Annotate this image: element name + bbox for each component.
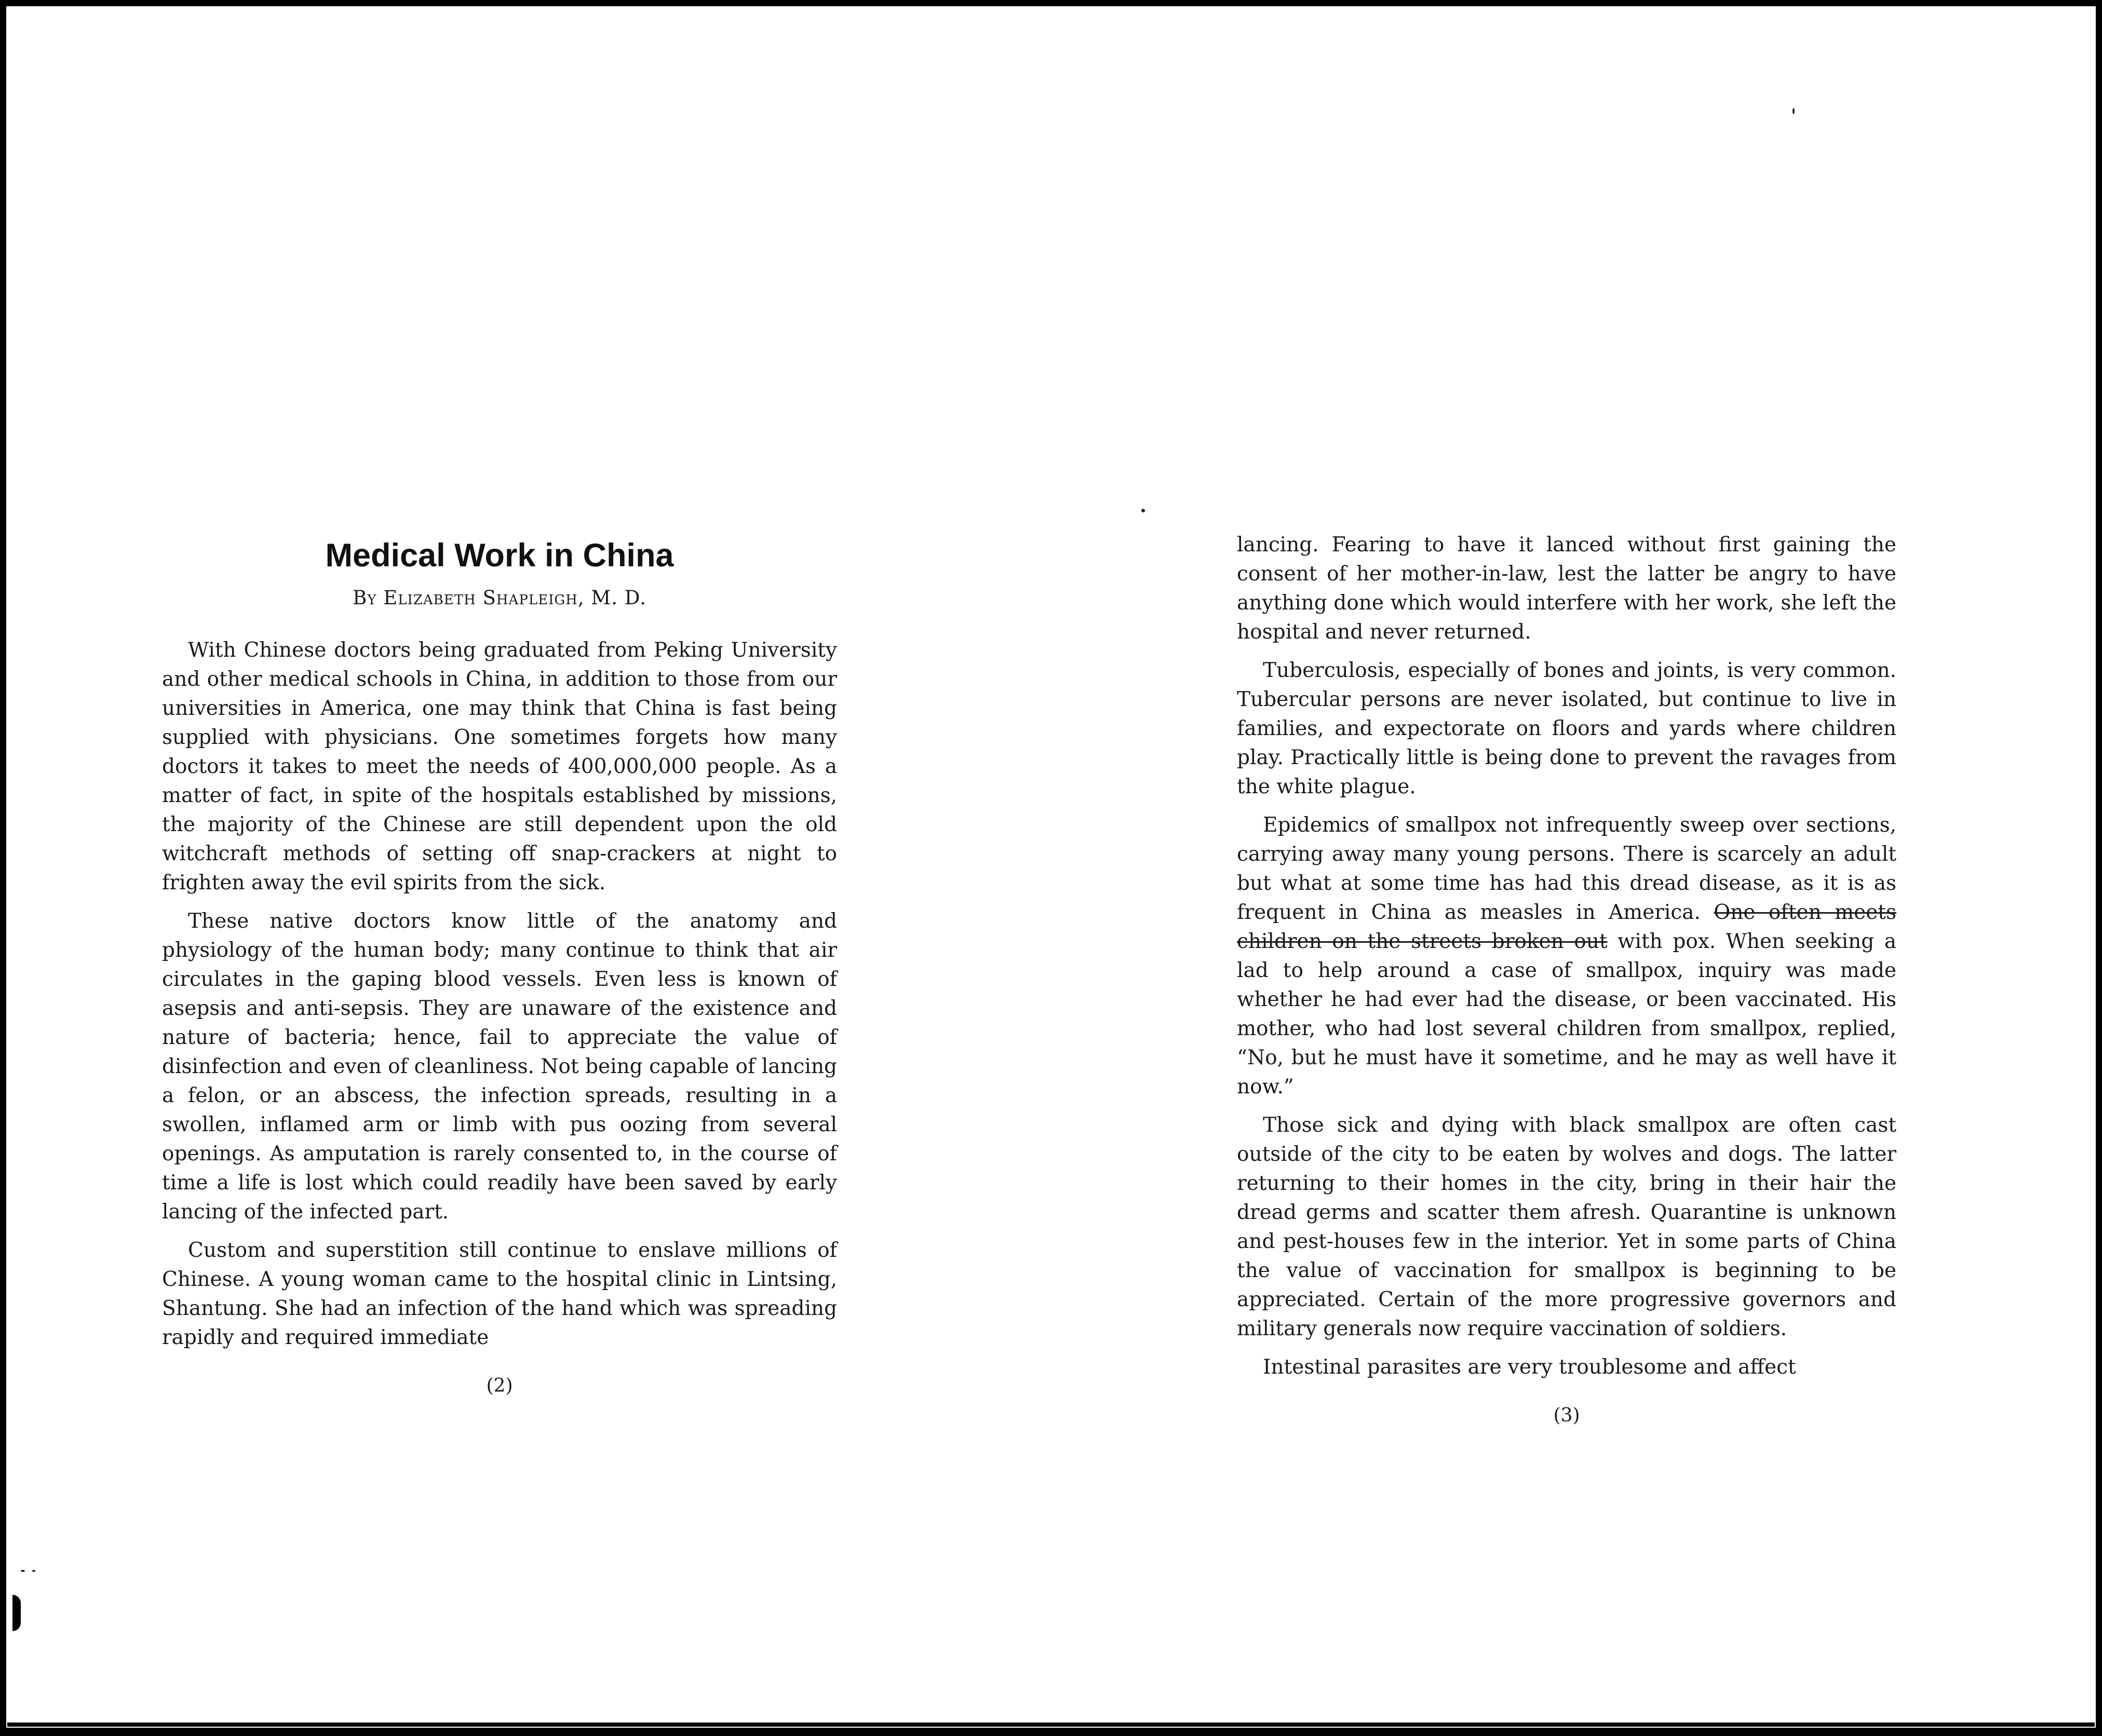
scan-edge-mark — [12, 1595, 21, 1631]
left-page — [162, 525, 837, 1396]
smallpox-paragraph — [1237, 811, 1896, 1102]
scanned-spread — [6, 6, 2096, 1728]
paragraph: lancing. Fearing to have it lanced without first gaining the consent of her mother-in-law, lest the latter be angry to have anything done which would interfere with her work, she left the hospital and never returned. — [1237, 533, 1896, 644]
paragraph: Tuberculosis, especially of bones and joints, is very common. Tubercular persons are never isolated, but continue to live in families, and expectorate on floors and yards where children play. Practically little is being done to prevent the ravages from the white plague. — [1237, 659, 1896, 798]
article-title: Medical Work in China — [325, 537, 674, 574]
page-number: (2) — [486, 1375, 513, 1396]
paragraph: These native doctors know little of the anatomy and physiology of the human body; many continue to think that air circulates in the gaping blood vessels. Even less is known of asepsis and anti-sepsis. They are unaware of the existence and nature of bacteria; hence, fail to appreciate the value of disinfection and even of cleanliness. Not being capable of lancing a felon, or an abscess, the infection spreads, resulting in a swollen, inflamed arm or limb with pus oozing from several openings. As amputation is rarely consented to, in the course of time a life is lost which could readily have been saved by early lancing of the infected part. — [162, 910, 837, 1224]
paragraph: With Chinese doctors being graduated from Peking University and other medical schools in China, in addition to those from our universities in America, one may think that China is fast being supplied with physicians. One sometimes forgets how many doctors it takes to meet the needs of 400,000,000 people. As a matter of fact, in spite of the hospitals established by missions, the majority of the Chinese are still dependent upon the old witchcraft methods of setting off snap-crackers at night to frighten away the evil spirits from the sick. — [162, 639, 837, 894]
struck-through-text: One often meets children on the streets broken out — [1237, 901, 1896, 953]
scan-speck — [1793, 108, 1795, 114]
paragraph-text: Epidemics of smallpox not infrequently sweep over sections, carrying away many young persons. There is scarcely an adult but what at some time has had this dread disease, as it is as frequent in China as measles in America. — [1237, 813, 1896, 924]
scan-speck — [32, 1570, 35, 1572]
paragraph: Custom and superstition still continue to enslave millions of Chinese. A young woman came to the hospital clinic in Lintsing, Shantung. She had an infection of the hand which was spreading rapidly and required immediate — [162, 1239, 837, 1349]
scan-speck — [21, 1570, 25, 1572]
author-byline: By Elizabeth Shapleigh, M. D. — [353, 587, 646, 609]
page-number: (3) — [1553, 1405, 1580, 1426]
paragraph-text: with pox. When seeking a lad to help around a case of smallpox, inquiry was made whether he had ever had the disease, or been vaccinated. His mother, who had lost several children from smallpox, replied, “No, but he must have it sometime, and he may as well have it now.” — [1237, 930, 1897, 1098]
right-page — [1237, 531, 1896, 1426]
scan-border — [7, 1723, 2095, 1727]
paragraph: Intestinal parasites are very troublesome and affect — [1263, 1355, 1796, 1379]
paragraph: Those sick and dying with black smallpox are often cast outside of the city to be eaten by wolves and dogs. The latter returning to their homes in the city, bring in their hair the dread germs and scatter them afresh. Quarantine is unknown and pest-houses few in the interior. Yet in some parts of China the value of vaccination for smallpox is beginning to be appreciated. Certain of the more progressive governors and military generals now require vaccination of soldiers. — [1237, 1114, 1896, 1340]
scan-speck — [1141, 509, 1145, 512]
